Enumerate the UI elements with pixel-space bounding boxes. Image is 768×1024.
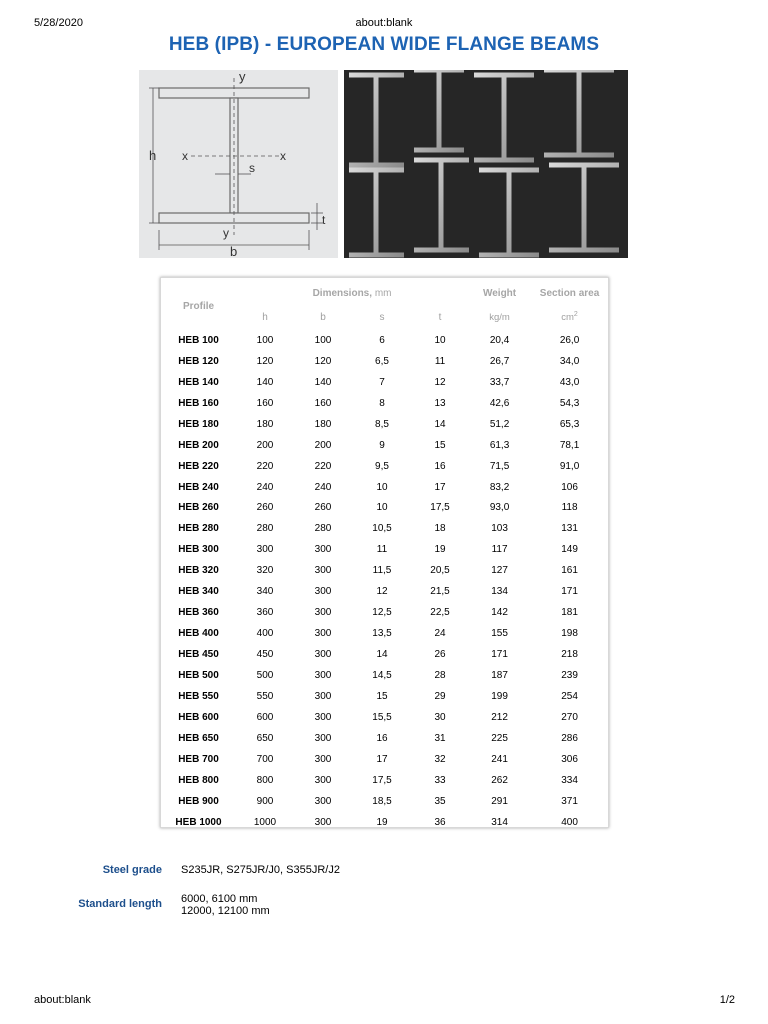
print-date: 5/28/2020 <box>34 17 83 29</box>
header-h: h <box>262 311 268 323</box>
cell-h: 200 <box>256 439 274 451</box>
cell-area: 118 <box>561 502 578 514</box>
cell-s: 13,5 <box>372 628 392 640</box>
header-weight: Weight <box>482 287 517 299</box>
cell-s: 11 <box>376 544 388 556</box>
cell-h: 500 <box>256 669 274 681</box>
cell-h: 550 <box>256 690 274 702</box>
cell-profile: HEB 260 <box>178 502 219 514</box>
footer-page-number: 1/2 <box>719 994 735 1006</box>
cell-profile: HEB 140 <box>178 376 219 388</box>
table-row <box>161 372 608 393</box>
cell-t: 32 <box>434 753 446 765</box>
cell-weight: 291 <box>491 795 508 807</box>
header-profile: Profile <box>182 300 215 312</box>
cell-profile: HEB 550 <box>178 690 219 702</box>
cell-h: 900 <box>256 795 274 807</box>
cell-t: 15 <box>434 439 446 451</box>
cell-weight: 26,7 <box>489 355 510 367</box>
cell-weight: 117 <box>491 544 508 556</box>
diagram-label-y-bottom: y <box>223 226 229 240</box>
cell-area: 270 <box>561 711 578 723</box>
table-row <box>161 665 608 686</box>
cell-s: 8,5 <box>375 418 389 430</box>
header-t: t <box>438 311 442 323</box>
cell-area: 78,1 <box>559 439 580 451</box>
cell-profile: HEB 240 <box>178 481 219 493</box>
print-page-url: about:blank <box>355 17 413 29</box>
table-row <box>161 770 608 791</box>
cell-area: 218 <box>561 649 578 661</box>
diagram-label-h: h <box>149 148 157 163</box>
cell-profile: HEB 700 <box>178 753 219 765</box>
cell-area: 306 <box>561 753 578 765</box>
cell-b: 300 <box>314 774 332 786</box>
header-dimensions-label: Dimensions, <box>312 287 373 299</box>
cell-b: 160 <box>314 397 332 409</box>
header-section-area: Section area <box>539 287 600 299</box>
cell-t: 24 <box>434 628 446 640</box>
cell-b: 220 <box>314 460 332 472</box>
cell-s: 7 <box>379 376 385 388</box>
table-row <box>161 518 608 539</box>
diagram-label-s: s <box>249 161 255 175</box>
cell-area: 334 <box>561 774 578 786</box>
cell-s: 11,5 <box>372 565 392 577</box>
table-row <box>161 686 608 707</box>
cell-s: 10 <box>376 481 388 493</box>
cell-weight: 134 <box>491 586 508 598</box>
cell-weight: 93,0 <box>489 502 510 514</box>
cell-area: 131 <box>561 523 578 535</box>
cell-s: 14 <box>376 649 388 661</box>
cell-s: 17 <box>376 753 388 765</box>
cell-area: 106 <box>561 481 578 493</box>
cell-profile: HEB 320 <box>178 565 219 577</box>
cell-area: 26,0 <box>559 334 580 346</box>
table-row <box>161 581 608 602</box>
page-title: HEB (IPB) - EUROPEAN WIDE FLANGE BEAMS <box>168 34 600 55</box>
cell-b: 280 <box>314 523 332 535</box>
cell-weight: 103 <box>491 523 508 535</box>
standard-length-value <box>181 893 270 917</box>
cell-profile: HEB 900 <box>178 795 219 807</box>
cell-b: 300 <box>314 711 332 723</box>
cell-b: 100 <box>314 334 332 346</box>
cell-s: 16 <box>376 732 388 744</box>
cell-b: 300 <box>314 816 332 828</box>
cell-s: 6,5 <box>375 355 389 367</box>
cell-weight: 262 <box>491 774 508 786</box>
cell-t: 29 <box>434 690 446 702</box>
cell-profile: HEB 300 <box>178 544 219 556</box>
cell-area: 400 <box>561 816 578 828</box>
standard-length-line1: 6000, 6100 mm <box>181 893 258 905</box>
cell-b: 300 <box>314 732 332 744</box>
table-row <box>161 560 608 581</box>
cell-b: 300 <box>314 586 332 598</box>
header-area-unit-base: cm <box>561 312 574 324</box>
cell-weight: 33,7 <box>489 376 510 388</box>
cell-weight: 187 <box>491 669 508 681</box>
diagram-label-y-top: y <box>239 70 246 84</box>
cell-t: 33 <box>434 774 446 786</box>
table-row <box>161 351 608 372</box>
cell-area: 161 <box>561 565 578 577</box>
cell-b: 180 <box>314 418 332 430</box>
header-b: b <box>320 311 326 323</box>
cell-s: 8 <box>379 397 385 409</box>
cell-weight: 51,2 <box>489 418 510 430</box>
beams-photo <box>344 70 628 258</box>
cell-profile: HEB 500 <box>178 669 219 681</box>
cell-profile: HEB 600 <box>178 711 219 723</box>
table-row <box>161 707 608 728</box>
cell-area: 286 <box>561 732 578 744</box>
cell-h: 650 <box>256 732 274 744</box>
table-row <box>161 812 608 833</box>
cell-b: 200 <box>314 439 332 451</box>
cell-s: 17,5 <box>372 774 392 786</box>
cell-profile: HEB 120 <box>178 355 219 367</box>
cell-s: 10 <box>376 502 388 514</box>
header-area-unit-exp: 2 <box>573 310 578 318</box>
cell-area: 65,3 <box>559 418 580 430</box>
cell-b: 300 <box>314 669 332 681</box>
cell-weight: 83,2 <box>489 481 510 493</box>
diagram-label-x-right: x <box>280 149 286 163</box>
table-row <box>161 414 608 435</box>
cell-profile: HEB 360 <box>178 607 219 619</box>
cell-weight: 155 <box>491 628 508 640</box>
footer-url: about:blank <box>34 994 91 1006</box>
cell-b: 300 <box>314 607 332 619</box>
cell-area: 198 <box>561 628 578 640</box>
table-row <box>161 539 608 560</box>
cell-h: 100 <box>256 334 274 346</box>
cell-h: 280 <box>256 523 274 535</box>
cell-t: 13 <box>434 397 446 409</box>
standard-length-line2: 12000, 12100 mm <box>181 905 270 917</box>
table-row <box>161 728 608 749</box>
cell-h: 300 <box>256 544 274 556</box>
cell-s: 14,5 <box>372 669 392 681</box>
cell-area: 371 <box>561 795 578 807</box>
cell-area: 43,0 <box>559 376 580 388</box>
cell-weight: 171 <box>491 649 508 661</box>
beam-properties-table <box>160 277 609 828</box>
table-row <box>161 330 608 351</box>
cell-profile: HEB 650 <box>178 732 219 744</box>
table-row <box>161 456 608 477</box>
cell-s: 18,5 <box>372 795 392 807</box>
cell-t: 10 <box>434 334 446 346</box>
cell-s: 12,5 <box>372 607 392 619</box>
cell-area: 181 <box>561 607 578 619</box>
cell-area: 34,0 <box>559 355 580 367</box>
cell-t: 21,5 <box>430 586 450 598</box>
cell-b: 240 <box>314 481 332 493</box>
cell-h: 400 <box>256 628 274 640</box>
cell-t: 12 <box>434 376 446 388</box>
cell-s: 9,5 <box>375 460 389 472</box>
cell-h: 320 <box>256 565 274 577</box>
cell-s: 15,5 <box>372 711 392 723</box>
cell-h: 1000 <box>253 816 277 828</box>
cell-weight: 142 <box>491 607 508 619</box>
cell-profile: HEB 800 <box>178 774 219 786</box>
cell-s: 12 <box>376 586 388 598</box>
cell-t: 30 <box>434 711 446 723</box>
cell-weight: 127 <box>491 565 508 577</box>
diagram-label-x-left: x <box>182 149 188 163</box>
cell-t: 16 <box>434 460 446 472</box>
cell-weight: 20,4 <box>489 334 510 346</box>
cell-b: 300 <box>314 628 332 640</box>
cell-b: 300 <box>314 544 332 556</box>
cell-weight: 314 <box>491 816 508 828</box>
cell-profile: HEB 340 <box>178 586 219 598</box>
cell-t: 28 <box>434 669 446 681</box>
cell-profile: HEB 200 <box>178 439 219 451</box>
cell-weight: 42,6 <box>489 397 510 409</box>
beam-cross-section-diagram <box>139 70 338 258</box>
diagram-label-t: t <box>322 213 326 227</box>
cell-b: 300 <box>314 753 332 765</box>
cell-t: 17 <box>434 481 446 493</box>
table-row <box>161 791 608 812</box>
cell-t: 31 <box>434 732 446 744</box>
standard-length-label: Standard length <box>78 898 162 910</box>
table-row <box>161 435 608 456</box>
cell-t: 19 <box>434 544 446 556</box>
cell-area: 149 <box>561 544 578 556</box>
cell-b: 140 <box>314 376 332 388</box>
cell-b: 300 <box>314 565 332 577</box>
cell-t: 35 <box>434 795 446 807</box>
steel-grade-label: Steel grade <box>102 864 162 876</box>
cell-area: 239 <box>561 669 578 681</box>
cell-h: 360 <box>256 607 274 619</box>
cell-s: 10,5 <box>372 523 392 535</box>
cell-weight: 225 <box>491 732 508 744</box>
cell-profile: HEB 400 <box>178 628 219 640</box>
header-weight-unit: kg/m <box>489 311 510 323</box>
cell-profile: HEB 280 <box>178 523 219 535</box>
cell-profile: HEB 220 <box>178 460 219 472</box>
cell-weight: 212 <box>491 711 508 723</box>
cell-t: 26 <box>434 649 446 661</box>
cell-b: 300 <box>314 690 332 702</box>
cell-h: 600 <box>256 711 274 723</box>
cell-b: 120 <box>314 355 332 367</box>
cell-weight: 241 <box>491 753 508 765</box>
cell-h: 700 <box>256 753 274 765</box>
cell-b: 260 <box>314 502 332 514</box>
diagram-label-b: b <box>230 244 238 258</box>
cell-s: 19 <box>376 816 388 828</box>
table-row <box>161 393 608 414</box>
cell-h: 140 <box>256 376 274 388</box>
cell-area: 91,0 <box>559 460 580 472</box>
table-row <box>161 623 608 644</box>
cell-h: 240 <box>256 481 274 493</box>
cell-t: 18 <box>434 523 446 535</box>
table-row <box>161 477 608 498</box>
cell-s: 6 <box>379 334 385 346</box>
cell-t: 17,5 <box>430 502 450 514</box>
cell-t: 20,5 <box>430 565 450 577</box>
cell-area: 54,3 <box>559 397 580 409</box>
cell-profile: HEB 160 <box>178 397 219 409</box>
cell-h: 220 <box>256 460 274 472</box>
cell-t: 14 <box>434 418 446 430</box>
cell-area: 171 <box>561 586 578 598</box>
cell-profile: HEB 1000 <box>175 816 222 828</box>
cell-h: 340 <box>256 586 274 598</box>
cell-t: 22,5 <box>430 607 450 619</box>
cell-profile: HEB 180 <box>178 418 219 430</box>
cell-h: 800 <box>256 774 274 786</box>
table-row <box>161 644 608 665</box>
header-area-unit <box>531 304 608 330</box>
cell-weight: 199 <box>491 690 508 702</box>
cell-t: 11 <box>434 355 446 367</box>
header-s: s <box>379 311 385 323</box>
cell-h: 260 <box>256 502 274 514</box>
table-row <box>161 498 608 519</box>
cell-h: 120 <box>256 355 274 367</box>
cell-s: 9 <box>379 439 385 451</box>
header-dimensions-unit: mm <box>374 287 392 299</box>
cell-h: 450 <box>256 649 274 661</box>
steel-grade-value: S235JR, S275JR/J0, S355JR/J2 <box>181 864 340 876</box>
cell-area: 254 <box>561 690 578 702</box>
header-dimensions <box>236 278 468 304</box>
cell-t: 36 <box>434 816 446 828</box>
cell-profile: HEB 100 <box>178 334 219 346</box>
cell-h: 180 <box>256 418 274 430</box>
cell-b: 300 <box>314 795 332 807</box>
cell-weight: 61,3 <box>489 439 510 451</box>
table-row <box>161 602 608 623</box>
table-header-row <box>161 278 608 304</box>
cell-weight: 71,5 <box>489 460 510 472</box>
cell-profile: HEB 450 <box>178 649 219 661</box>
cell-b: 300 <box>314 649 332 661</box>
cell-h: 160 <box>256 397 274 409</box>
table-row <box>161 749 608 770</box>
cell-s: 15 <box>376 690 388 702</box>
